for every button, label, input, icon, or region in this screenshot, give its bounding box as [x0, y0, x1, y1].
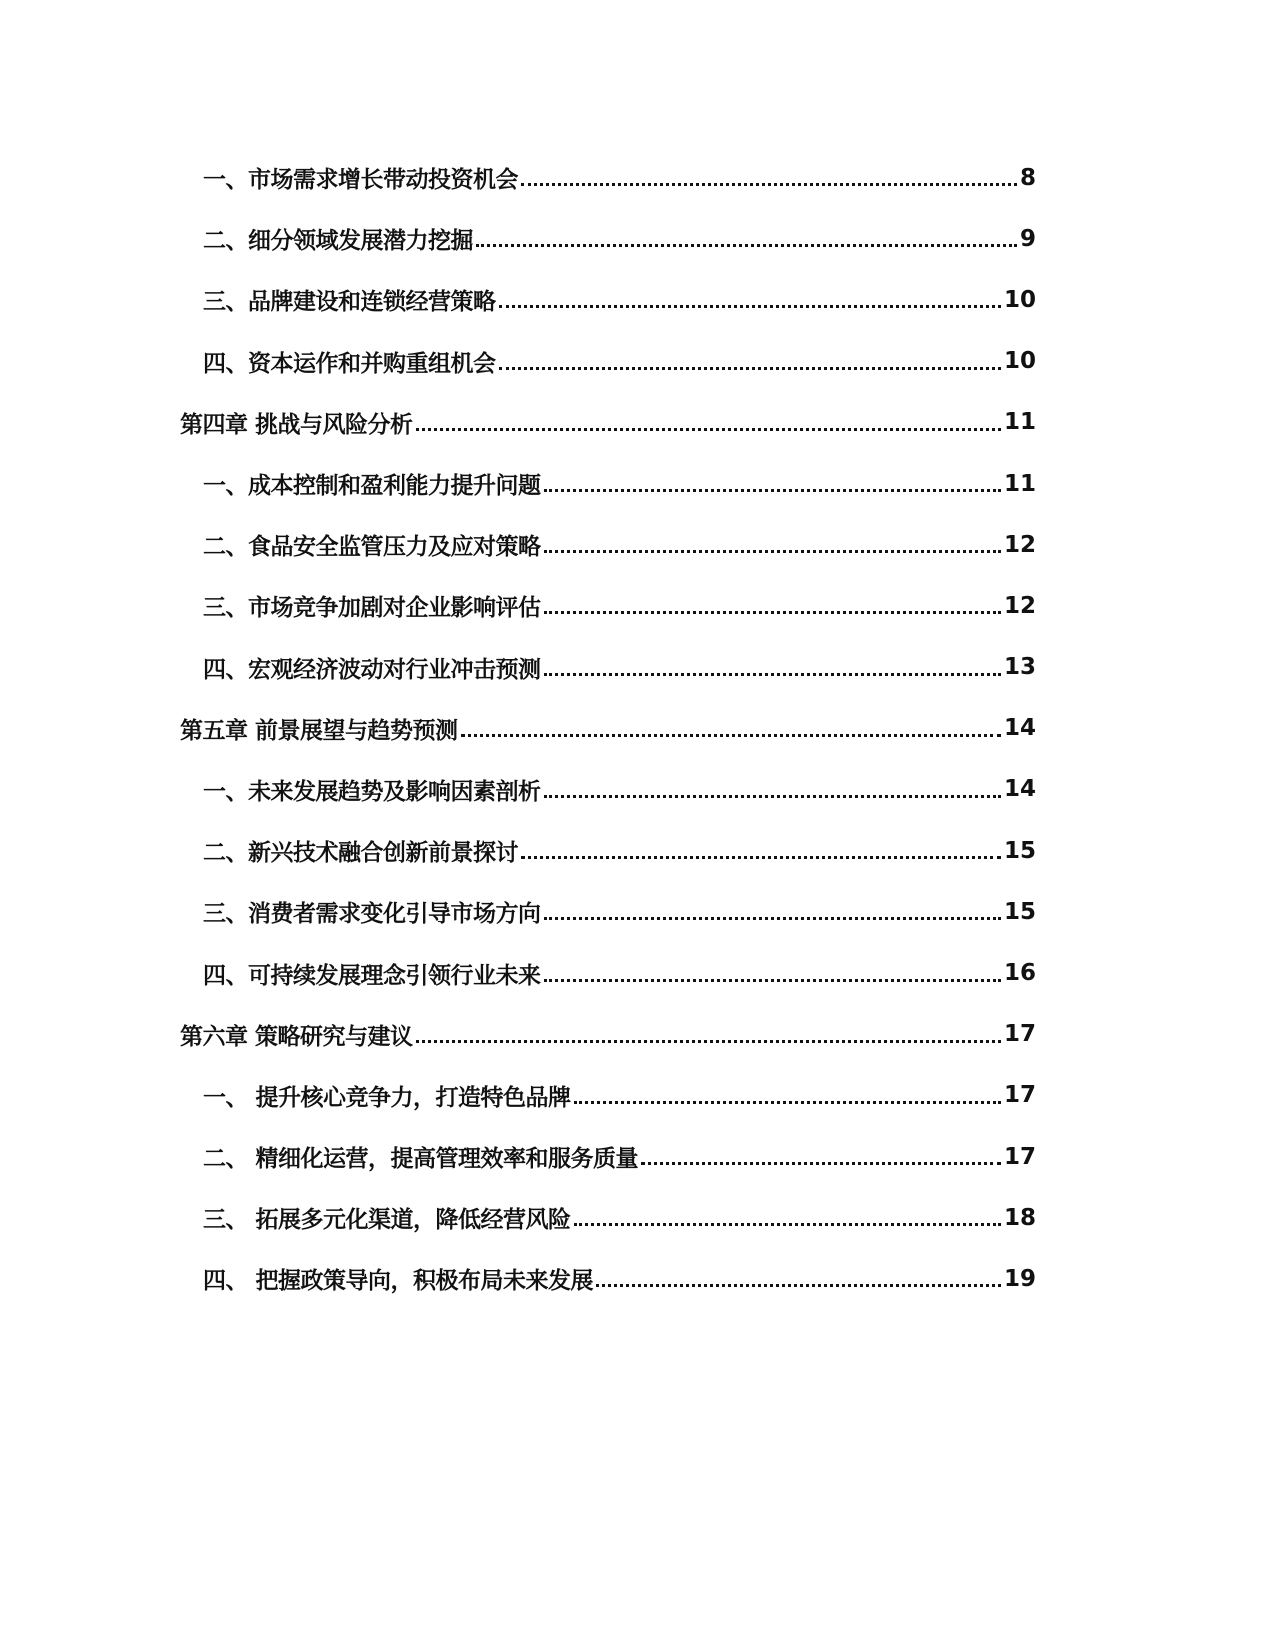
toc-chapter-entry[interactable]	[180, 1004, 1036, 1065]
toc-section-entry[interactable]	[180, 1126, 1036, 1187]
toc-section-entry[interactable]	[180, 1065, 1036, 1126]
toc-page-number: 12	[1003, 531, 1036, 558]
dot-leader	[461, 734, 1001, 737]
toc-entry-title: 四、资本运作和并购重组机会	[203, 350, 496, 377]
dot-leader	[416, 1040, 1001, 1043]
dot-leader	[544, 550, 1001, 553]
toc-page-number: 17	[1003, 1021, 1036, 1048]
toc-section-entry[interactable]	[180, 1187, 1036, 1248]
toc-section-entry[interactable]	[180, 514, 1036, 575]
toc-entry-title: 第五章 前景展望与趋势预测	[180, 717, 458, 744]
toc-page-number: 14	[1003, 776, 1036, 803]
dot-leader	[544, 673, 1001, 676]
toc-chapter-entry[interactable]	[180, 698, 1036, 759]
toc-section-entry[interactable]	[180, 759, 1036, 820]
toc-entry-title: 一、未来发展趋势及影响因素剖析	[203, 778, 541, 805]
table-of-contents	[180, 147, 1036, 1310]
toc-section-entry[interactable]	[180, 942, 1036, 1003]
toc-section-entry[interactable]	[180, 575, 1036, 636]
toc-page-number: 12	[1003, 592, 1036, 619]
dot-leader	[416, 428, 1001, 431]
dot-leader	[476, 244, 1017, 247]
dot-leader	[499, 367, 1001, 370]
dot-leader	[544, 611, 1001, 614]
toc-entry-title: 一、市场需求增长带动投资机会	[203, 167, 518, 194]
dot-leader	[521, 183, 1017, 186]
toc-page-number: 15	[1003, 837, 1036, 864]
toc-page-number: 11	[1003, 409, 1036, 436]
toc-entry-title: 第四章 挑战与风险分析	[180, 411, 413, 438]
dot-leader	[544, 979, 1001, 982]
toc-entry-title: 二、食品安全监管压力及应对策略	[203, 534, 541, 561]
toc-entry-title: 四、可持续发展理念引领行业未来	[203, 962, 541, 989]
toc-section-entry[interactable]	[180, 208, 1036, 269]
dot-leader	[544, 795, 1001, 798]
dot-leader	[521, 856, 1001, 859]
toc-section-entry[interactable]	[180, 453, 1036, 514]
toc-section-entry[interactable]	[180, 881, 1036, 942]
toc-entry-title: 三、品牌建设和连锁经营策略	[203, 289, 496, 316]
toc-entry-title: 四、 把握政策导向，积极布局未来发展	[203, 1268, 594, 1295]
toc-section-entry[interactable]	[180, 269, 1036, 330]
dot-leader	[574, 1223, 1001, 1226]
toc-entry-title: 一、 提升核心竞争力，打造特色品牌	[203, 1084, 571, 1111]
toc-page-number: 17	[1003, 1082, 1036, 1109]
toc-section-entry[interactable]	[180, 1248, 1036, 1309]
toc-entry-title: 三、 拓展多元化渠道，降低经营风险	[203, 1207, 571, 1234]
toc-entry-title: 三、市场竞争加剧对企业影响评估	[203, 595, 541, 622]
dot-leader	[544, 489, 1001, 492]
toc-page-number: 19	[1003, 1265, 1036, 1292]
dot-leader	[596, 1284, 1001, 1287]
toc-entry-title: 四、宏观经济波动对行业冲击预测	[203, 656, 541, 683]
dot-leader	[544, 917, 1001, 920]
toc-page-number: 9	[1019, 225, 1036, 252]
toc-page-number: 11	[1003, 470, 1036, 497]
toc-section-entry[interactable]	[180, 637, 1036, 698]
dot-leader	[574, 1101, 1001, 1104]
dot-leader	[641, 1162, 1001, 1165]
toc-entry-title: 二、新兴技术融合创新前景探讨	[203, 840, 518, 867]
toc-entry-title: 二、细分领域发展潜力挖掘	[203, 228, 473, 255]
toc-section-entry[interactable]	[180, 331, 1036, 392]
toc-page-number: 18	[1003, 1204, 1036, 1231]
toc-entry-title: 三、消费者需求变化引导市场方向	[203, 901, 541, 928]
toc-entry-title: 二、 精细化运营，提高管理效率和服务质量	[203, 1146, 639, 1173]
dot-leader	[499, 305, 1001, 308]
toc-page-number: 10	[1003, 286, 1036, 313]
toc-page-number: 17	[1003, 1143, 1036, 1170]
toc-page-number: 8	[1019, 164, 1036, 191]
toc-page-number: 14	[1003, 715, 1036, 742]
toc-chapter-entry[interactable]	[180, 392, 1036, 453]
toc-section-entry[interactable]	[180, 820, 1036, 881]
toc-page-number: 16	[1003, 960, 1036, 987]
toc-entry-title: 第六章 策略研究与建议	[180, 1023, 413, 1050]
toc-page-number: 10	[1003, 348, 1036, 375]
toc-page-number: 15	[1003, 898, 1036, 925]
toc-section-entry[interactable]	[180, 147, 1036, 208]
toc-entry-title: 一、成本控制和盈利能力提升问题	[203, 473, 541, 500]
toc-page-number: 13	[1003, 654, 1036, 681]
